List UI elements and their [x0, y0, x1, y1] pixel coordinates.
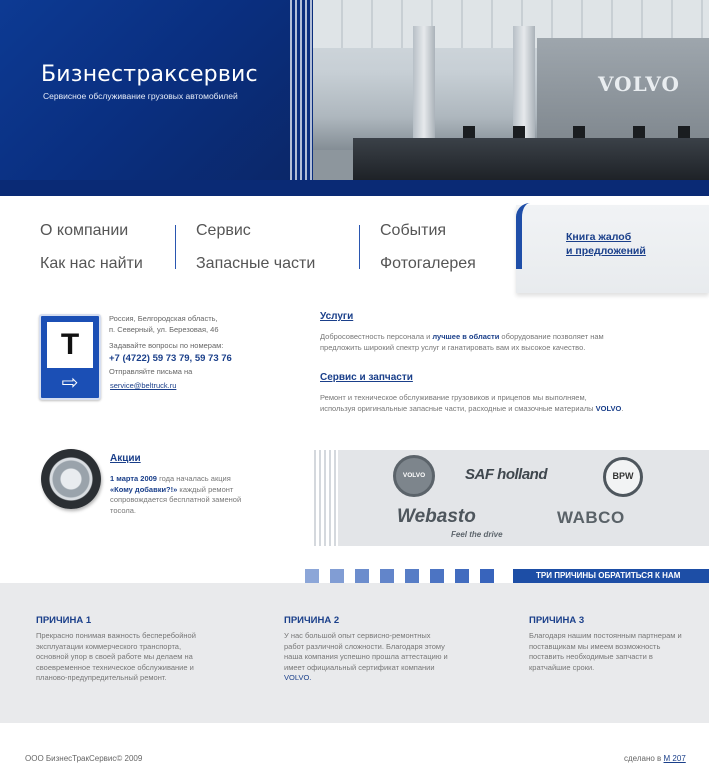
bpw-logo-text: BPW [612, 471, 634, 481]
reason-line: наша компания успешно прошла аттестацию и [284, 652, 448, 661]
services-title[interactable]: Услуги [320, 311, 354, 322]
nav-gallery[interactable]: Фотогалерея [380, 255, 476, 272]
promo-text-b: каждый ремонт сопровождается бесплатной заменой тосола. [110, 484, 242, 515]
nav-separator [359, 225, 360, 269]
volvo-logo[interactable] [393, 455, 435, 497]
nav-events[interactable]: События [380, 222, 447, 239]
service-parts-text-d: . [621, 404, 624, 413]
site-title[interactable]: Бизнестраксервис [41, 62, 258, 87]
header-bottom-strip [0, 180, 709, 196]
service-center-photo [313, 0, 709, 180]
photo-monitor [678, 126, 690, 138]
complaints-book-curl [516, 203, 540, 269]
services-text-c: оборудование позволяет нам [499, 332, 604, 341]
address-line1: Россия, Белгородская область, [109, 314, 218, 323]
promo-date: 1 марта 2009 [110, 474, 157, 483]
footer-credit [624, 754, 686, 763]
footer-made-label: сделано в [624, 754, 664, 763]
ask-label: Задавайте вопросы по номерам: [109, 341, 224, 350]
promo-name: «Кому добавки?!» [110, 484, 178, 494]
decor-block [405, 569, 419, 583]
complaints-book-line2: и предложений [566, 245, 646, 257]
service-parts-title[interactable]: Сервис и запчасти [320, 372, 413, 383]
complaints-book-line1: Книга жалоб [566, 231, 632, 243]
decor-block [455, 569, 469, 583]
reason-line: поставщикам мы имеем возможность [529, 641, 661, 651]
photo-volvo-sign: VOLVO [598, 72, 680, 96]
nav-spare-parts[interactable]: Запасные части [196, 255, 316, 272]
mail-label: Отправляйте письма на [109, 367, 193, 376]
photo-monitor [633, 126, 645, 138]
promo-text-a: года началась акция [156, 474, 231, 483]
webasto-tagline: Feel the drive [451, 530, 503, 539]
reason-line: кратчайшие сроки. [529, 662, 595, 672]
reason-line: Прекрасно понимая важность бесперебойной [36, 631, 196, 640]
service-parts-text [320, 392, 623, 414]
nav-about[interactable]: О компании [40, 222, 129, 239]
decor-block [430, 569, 444, 583]
header-decor-stripes [290, 0, 314, 180]
reason-line: своевременное техническое обслуживание и [36, 662, 194, 672]
contact-block [109, 313, 232, 391]
reasons-header-bar: ТРИ ПРИЧИНЫ ОБРАТИТЬСЯ К НАМ [513, 569, 709, 583]
service-parts-text-a: Ремонт и техническое обслуживание грузовиков и прицепов мы выполняем, [320, 393, 587, 402]
site-tagline: Сервисное обслуживание грузовых автомобилей [43, 91, 238, 101]
reason-line: поставить необходимые запчасти в [529, 652, 653, 661]
tire-icon [41, 449, 101, 509]
reason-line: работ различной сложности. Благодаря этому [284, 641, 445, 651]
reason-2-text [284, 631, 448, 684]
volvo-logo-text: VOLVO [402, 472, 426, 479]
footer-studio-link[interactable]: M 207 [663, 754, 686, 763]
reason-1-title: ПРИЧИНА 1 [36, 615, 92, 626]
decor-block [305, 569, 319, 583]
reason-2-title: ПРИЧИНА 2 [284, 615, 340, 626]
nav-service[interactable]: Сервис [196, 222, 251, 239]
decor-block [330, 569, 344, 583]
decor-block [380, 569, 394, 583]
footer-copyright: ООО БизнесТракСервис© 2009 [25, 754, 143, 763]
photo-counter [353, 138, 709, 180]
services-text-d: предложить широкий спектр услуг и ганатировать вам их высокое качество. [320, 343, 586, 352]
saf-holland-logo[interactable]: SAF holland [465, 466, 547, 483]
reason-3-text [529, 631, 682, 673]
wrench-icon: T [60, 328, 80, 361]
site-header [0, 0, 709, 196]
decor-block [355, 569, 369, 583]
reason-line: У нас большой опыт сервисно-ремонтных [284, 631, 431, 640]
wabco-logo[interactable]: WABCO [557, 508, 625, 527]
decor-block [480, 569, 494, 583]
reason-3-title: ПРИЧИНА 3 [529, 615, 585, 626]
complaints-book-link[interactable] [566, 230, 646, 258]
reason-line: основной упор в своей работе мы делаем на [36, 652, 193, 661]
email-link[interactable]: service@beltruck.ru [110, 381, 177, 390]
arrow-right-icon: ⇨ [61, 372, 79, 394]
promo-text [110, 474, 260, 516]
bpw-logo[interactable] [603, 457, 643, 497]
photo-monitor [513, 126, 525, 138]
photo-floor [313, 150, 353, 180]
phone-numbers: +7 (4722) 59 73 79, 59 73 76 [109, 353, 232, 364]
reason-line: эксплуатации коммерческого транспорта, [36, 641, 182, 651]
reason-1-text [36, 631, 196, 684]
reason-2-brand: VOLVO. [284, 673, 312, 682]
nav-separator [175, 225, 176, 269]
service-parts-brand: VOLVO [595, 404, 622, 413]
services-text [320, 331, 604, 353]
nav-location[interactable]: Как нас найти [40, 255, 143, 272]
reason-line: Благодаря нашим постоянным партнерам и [529, 631, 682, 640]
reason-line: планово-предупредительный ремонт. [36, 673, 167, 682]
promo-title[interactable]: Акции [110, 453, 141, 464]
webasto-logo[interactable]: Webasto [397, 506, 476, 527]
service-parts-text-b: используя оригинальные запасные части, расходные и смазочные материалы [320, 404, 596, 413]
photo-pillar [413, 26, 435, 154]
address-line2: п. Северный, ул. Березовая, 46 [109, 325, 219, 334]
header-brand-panel [0, 0, 300, 180]
partners-decor-stripes [314, 450, 336, 546]
reason-line: имеет официальный сертификат компании [284, 662, 435, 672]
services-text-a: Добросовестность персонала и [320, 332, 433, 341]
services-text-highlight: лучшее в области [432, 332, 500, 341]
partners-panel [338, 450, 709, 546]
road-sign-icon [39, 314, 101, 400]
photo-monitor [573, 126, 585, 138]
photo-monitor [463, 126, 475, 138]
